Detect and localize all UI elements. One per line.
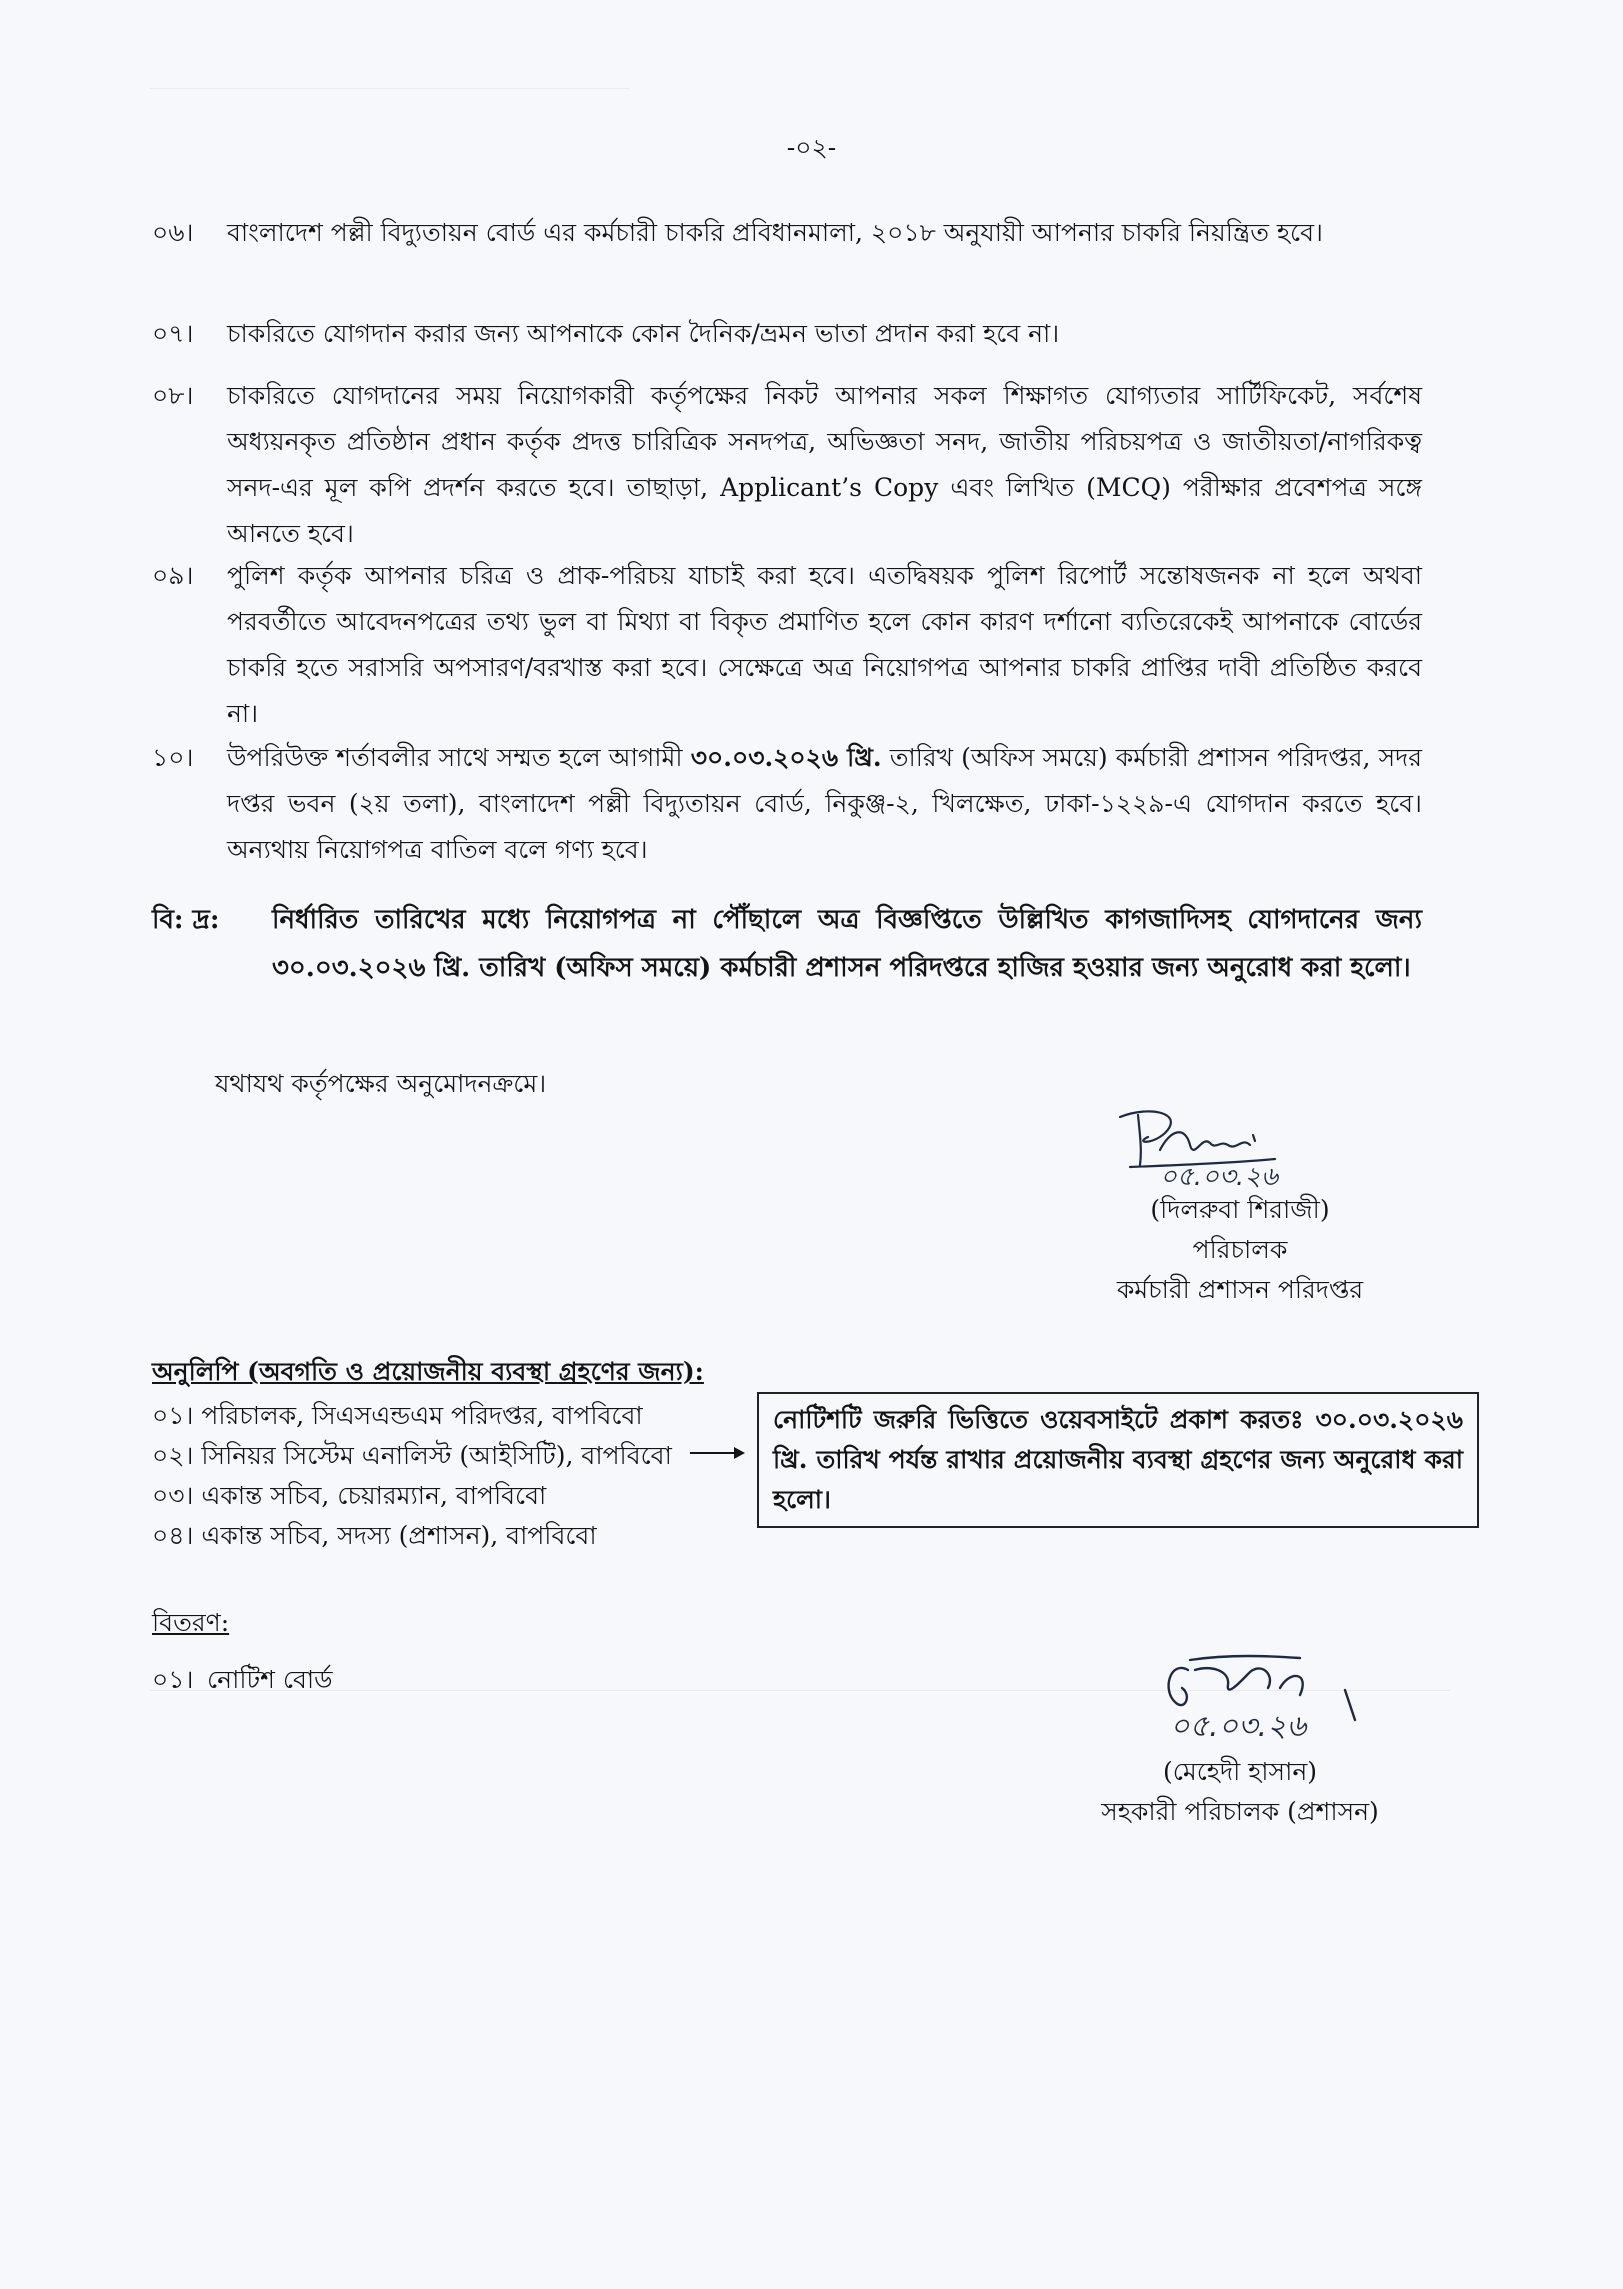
clause-text: চাকরিতে যোগদান করার জন্য আপনাকে কোন দৈনিক/ভ্রমন ভাতা প্রদান করা হবে না। xyxy=(227,319,1060,348)
clause-text-part: উপরিউক্ত শর্তাবলীর সাথে সম্মত হলে আগামী xyxy=(227,743,691,772)
distribution-title: বিতরণ: xyxy=(152,1608,230,1637)
copy-item: ০৩। একান্ত সচিব, চেয়ারম্যান, বাপবিবো xyxy=(152,1481,547,1510)
copies-title: অনুলিপি (অবগতি ও প্রয়োজনীয় ব্যবস্থা গ্রহণের জন্য): xyxy=(152,1357,704,1386)
special-note xyxy=(152,896,1422,992)
arrow-right-icon xyxy=(690,1443,745,1463)
signatory-designation: পরিচালক xyxy=(1192,1235,1288,1264)
signatory-name: (মেহেদী হাসান) xyxy=(1162,1757,1317,1786)
website-publish-note: নোটিশটি জরুরি ভিত্তিতে ওয়েবসাইটে প্রকাশ করতঃ ৩০.০৩.২০২৬ খ্রি. তারিখ পর্যন্ত রাখার প্রয়োজনীয় ব্যবস্থা গ্রহণের জন্য অনুরোধ করা হলো। xyxy=(757,1392,1479,1528)
copies-list xyxy=(152,1396,672,1556)
copy-item: ০৪। একান্ত সচিব, সদস্য (প্রশাসন), বাপবিবো xyxy=(152,1521,597,1550)
clause-number: ০৯। xyxy=(152,561,194,590)
clause-08 xyxy=(152,373,1422,557)
clause-text-part: তারিখ (অফিস সময়ে) কর্মচারী প্রশাসন পরিদপ্তর, সদর দপ্তর ভবন (২য় তলা), বাংলাদেশ পল্লী বিদ্যুতায়ন বোর্ড, নিকুঞ্জ-২, খিলক্ষেত, ঢাকা-১২২৯-এ যোগদান করতে হবে। অন্যথায় নিয়োগপত্র বাতিল বলে গণ্য হবে। xyxy=(227,743,1422,864)
signature-dilruba-shirazi xyxy=(1090,1095,1390,1195)
signatory-2 xyxy=(1030,1752,1450,1832)
clause-number: ১০। xyxy=(152,743,194,772)
clause-number: ০৭। xyxy=(152,319,194,348)
clause-number: ০৮। xyxy=(152,381,194,410)
copy-item: ০২। সিনিয়র সিস্টেম এনালিস্ট (আইসিটি), বাপবিবো xyxy=(152,1441,672,1470)
signatory-name: (দিলরুবা শিরাজী) xyxy=(1150,1195,1330,1224)
distribution-text: নোটিশ বোর্ড xyxy=(207,1665,333,1694)
note-text: নির্ধারিত তারিখের মধ্যে নিয়োগপত্র না পৌঁছালে অত্র বিজ্ঞপ্তিতে উল্লিখিত কাগজাদিসহ যোগদানের জন্য ৩০.০৩.২০২৬ খ্রি. তারিখ (অফিস সময়ে) কর্মচারী প্রশাসন পরিদপ্তরে হাজির হওয়ার জন্য অনুরোধ করা হলো। xyxy=(272,905,1422,983)
distribution-item xyxy=(152,1660,333,1703)
signatory-office: কর্মচারী প্রশাসন পরিদপ্তর xyxy=(1116,1275,1364,1304)
copy-item: ০১। পরিচালক, সিএসএন্ডএম পরিদপ্তর, বাপবিবো xyxy=(152,1401,643,1430)
clause-06 xyxy=(152,210,1422,256)
clause-text xyxy=(227,735,1422,873)
signatory-1 xyxy=(1030,1190,1450,1310)
distribution-number: ০১। xyxy=(152,1665,194,1694)
clause-text: বাংলাদেশ পল্লী বিদ্যুতায়ন বোর্ড এর কর্মচারী চাকরি প্রবিধানমালা, ২০১৮ অনুযায়ী আপনার চাকরি নিয়ন্ত্রিত হবে। xyxy=(227,218,1323,247)
signatory-designation: সহকারী পরিচালক (প্রশাসন) xyxy=(1101,1797,1379,1826)
signature-date: ০৫.০৩.২৬ xyxy=(1160,1162,1278,1192)
clause-09 xyxy=(152,553,1422,737)
note-label: বি: দ্র: xyxy=(152,905,220,935)
clause-text: চাকরিতে যোগদানের সময় নিয়োগকারী কর্তৃপক্ষের নিকট আপনার সকল শিক্ষাগত যোগ্যতার সার্টিফিকেট, সর্বশেষ অধ্যয়নকৃত প্রতিষ্ঠান প্রধান কর্তৃক প্রদত্ত চারিত্রিক সনদপত্র, অভিজ্ঞতা সনদ, জাতীয় পরিচয়পত্র ও জাতীয়তা/নাগরিকত্ব সনদ-এর মূল কপি প্রদর্শন করতে হবে। তাছাড়া, Applicant’s Copy এবং লিখিত (MCQ) পরীক্ষার প্রবেশপত্র সঙ্গে আনতে হবে। xyxy=(227,381,1422,548)
clause-07 xyxy=(152,311,1422,357)
page-number: -০২- xyxy=(786,133,837,162)
approval-line: যথাযথ কর্তৃপক্ষের অনুমোদনক্রমে। xyxy=(215,1069,547,1098)
signature-mehedi-hasan xyxy=(1150,1640,1480,1760)
clause-text: পুলিশ কর্তৃক আপনার চরিত্র ও প্রাক-পরিচয় যাচাই করা হবে। এতদ্বিষয়ক পুলিশ রিপোর্ট সন্তোষজনক না হলে অথবা পরবর্তীতে আবেদনপত্রের তথ্য ভুল বা মিথ্যা বা বিকৃত প্রমাণিত হলে কোন কারণ দর্শানো ব্যতিরেকেই আপনাকে বোর্ডের চাকরি হতে সরাসরি অপসারণ/বরখাস্ত করা হবে। সেক্ষেত্রে অত্র নিয়োগপত্র আপনার চাকরি প্রাপ্তির দাবী প্রতিষ্ঠিত করবে না। xyxy=(227,561,1422,728)
clause-10 xyxy=(152,735,1422,873)
scan-artifact xyxy=(150,88,630,89)
signature-date: ০৫.০৩.২৬ xyxy=(1170,1709,1307,1744)
joining-date: ৩০.০৩.২০২৬ খ্রি. xyxy=(690,743,882,772)
clause-number: ০৬। xyxy=(152,218,194,247)
